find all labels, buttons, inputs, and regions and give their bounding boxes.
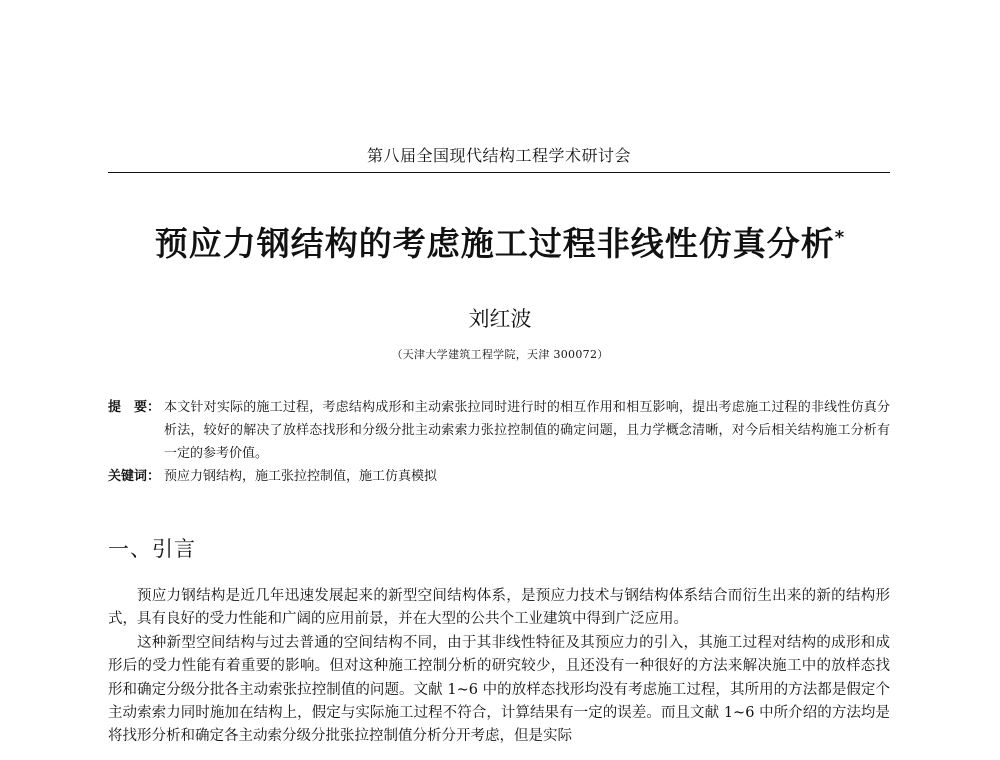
abstract-text: 本文针对实际的施工过程，考虑结构成形和主动索张拉同时进行时的相互作用和相互影响，提出考虑施工过程的非线性仿真分析法，较好的解决了放样态找形和分级分批主动索索力张拉控制值的确定问题，且力学概念清晰，对今后相关结构施工分析有一定的参考价值。	[164, 400, 890, 461]
abstract-row	[108, 396, 890, 465]
section-heading: 一、引言	[108, 537, 196, 561]
paper-title-text: 预应力钢结构的考虑施工过程非线性仿真分析	[154, 224, 835, 263]
abstract-block	[108, 396, 890, 488]
body-paragraph: 预应力钢结构是近几年迅速发展起来的新型空间结构体系，是预应力技术与钢结构体系结合而衍生出来的新的结构形式，具有良好的受力性能和广阔的应用前景，并在大型的公共个工业建筑中得到广泛应用。	[108, 588, 890, 628]
title-footnote-mark: *	[834, 227, 846, 248]
body-text	[108, 585, 890, 749]
author-affiliation: （天津大学建筑工程学院，天津 300072）	[391, 348, 609, 361]
paper-title	[100, 218, 900, 265]
conference-header: 第八届全国现代结构工程学术研讨会	[366, 146, 631, 165]
body-paragraph: 这种新型空间结构与过去普通的空间结构不同，由于其非线性特征及其预应力的引入，其施工过程对结构的成形和成形后的受力性能有着重要的影响。但对这种施工控制分析的研究较少，且还没有一种很好的方法来解决施工中的放样态找形和确定分级分批各主动索张拉控制值的问题。文献 1~6 中的放样态找形均没有考虑施工过程，其所用的方法都是假定个主动索索力同时施加在结构上，假定与实际施工过程不符合，计算结果有一定的误差。而且文献 1~6 中所介绍的方法均是将找形分析和确定各主动索分级分批张拉控制值分析分开考虑，但是实际	[108, 634, 890, 745]
keywords-row	[108, 465, 890, 488]
author-name: 刘红波	[468, 307, 532, 331]
abstract-label: 提 要：	[108, 400, 161, 415]
keywords-text: 预应力钢结构，施工张拉控制值，施工仿真模拟	[164, 469, 438, 484]
keywords-label: 关键词：	[108, 469, 161, 484]
header-rule	[108, 172, 890, 173]
